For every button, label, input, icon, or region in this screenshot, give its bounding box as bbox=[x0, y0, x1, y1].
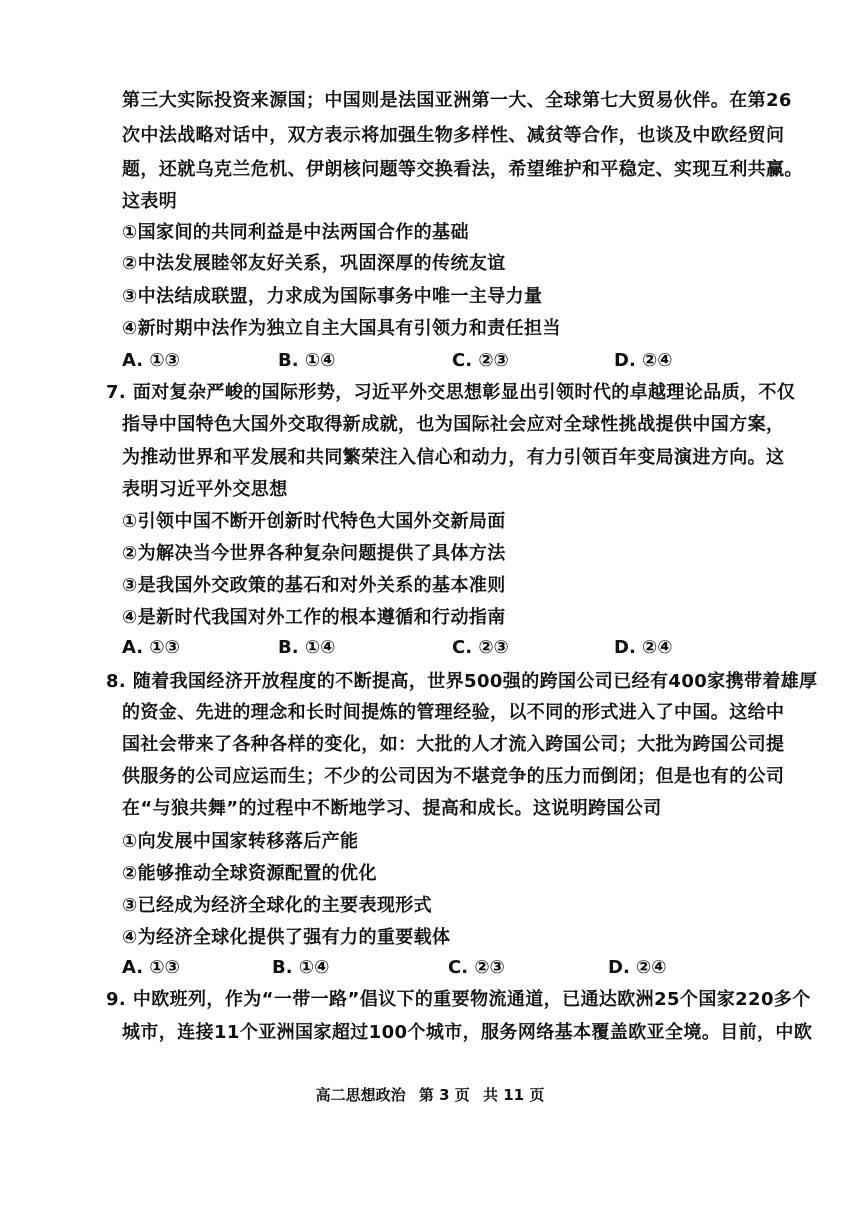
q6-option-b: B. ①④ bbox=[278, 350, 336, 371]
q6-stem-line: 次中法战略对话中，双方表示将加强生物多样性、减贫等合作，也谈及中欧经贸问 bbox=[122, 125, 785, 146]
q9-stem-line: 9. 中欧班列，作为“一带一路”倡议下的重要物流通道，已通达欧洲25个国家220多个 bbox=[106, 989, 811, 1010]
page-footer bbox=[0, 1085, 860, 1105]
q7-statement-2: ②为解决当今世界各种复杂问题提供了具体方法 bbox=[122, 543, 506, 564]
q7-option-b: B. ①④ bbox=[278, 637, 336, 658]
q6-stem-line: 这表明 bbox=[122, 191, 178, 212]
q6-stem-line: 第三大实际投资来源国；中国则是法国亚洲第一大、全球第七大贸易伙伴。在第26 bbox=[122, 90, 792, 111]
q8-statement-2: ②能够推动全球资源配置的优化 bbox=[122, 863, 377, 884]
q8-stem-line: 的资金、先进的理念和长时间提炼的管理经验，以不同的形式进入了中国。这给中 bbox=[122, 702, 785, 723]
q8-stem-line: 8. 随着我国经济开放程度的不断提高，世界500强的跨国公司已经有400家携带着雄厚 bbox=[106, 671, 818, 692]
q8-stem-line: 国社会带来了各种各样的变化，如：大批的人才流入跨国公司；大批为跨国公司提 bbox=[122, 734, 785, 755]
footer-page-number: 第 3 页 bbox=[418, 1086, 470, 1104]
q7-stem-line: 表明习近平外交思想 bbox=[122, 479, 288, 500]
q8-options bbox=[122, 956, 742, 980]
q9-stem-line: 城市，连接11个亚洲国家超过100个城市，服务网络基本覆盖欧亚全境。目前，中欧 bbox=[122, 1022, 813, 1043]
q6-options bbox=[122, 349, 742, 373]
q7-statement-1: ①引领中国不断开创新时代特色大国外交新局面 bbox=[122, 511, 506, 532]
q7-statement-3: ③是我国外交政策的基石和对外关系的基本准则 bbox=[122, 575, 506, 596]
q6-stem-line: 题，还就乌克兰危机、伊朗核问题等交换看法，希望维护和平稳定、实现互利共赢。 bbox=[122, 159, 803, 180]
q6-statement-1: ①国家间的共同利益是中法两国合作的基础 bbox=[122, 222, 469, 243]
q7-option-c: C. ②③ bbox=[452, 637, 509, 658]
q8-option-b: B. ①④ bbox=[272, 957, 330, 978]
q7-stem-line: 7. 面对复杂严峻的国际形势，习近平外交思想彰显出引领时代的卓越理论品质，不仅 bbox=[106, 382, 796, 403]
q7-option-a: A. ①③ bbox=[122, 637, 180, 658]
q6-option-a: A. ①③ bbox=[122, 350, 180, 371]
q6-statement-4: ④新时期中法作为独立自主大国具有引领力和责任担当 bbox=[122, 318, 561, 339]
q7-option-d: D. ②④ bbox=[614, 637, 673, 658]
q8-stem-line: 供服务的公司应运而生；不少的公司因为不堪竞争的压力而倒闭；但是也有的公司 bbox=[122, 766, 785, 787]
q8-option-a: A. ①③ bbox=[122, 957, 180, 978]
q7-stem-line: 为推动世界和平发展和共同繁荣注入信心和动力，有力引领百年变局演进方向。这 bbox=[122, 447, 785, 468]
q8-option-d: D. ②④ bbox=[608, 957, 667, 978]
q8-statement-3: ③已经成为经济全球化的主要表现形式 bbox=[122, 895, 433, 916]
q7-stem-line: 指导中国特色大国外交取得新成就，也为国际社会应对全球性挑战提供中国方案， bbox=[122, 414, 785, 435]
footer-total-pages: 共 11 页 bbox=[483, 1086, 545, 1104]
q6-option-c: C. ②③ bbox=[452, 350, 509, 371]
q8-option-c: C. ②③ bbox=[448, 957, 505, 978]
footer-subject: 高二思想政治 bbox=[315, 1086, 406, 1104]
q8-statement-4: ④为经济全球化提供了强有力的重要载体 bbox=[122, 927, 451, 948]
q8-statement-1: ①向发展中国家转移落后产能 bbox=[122, 831, 359, 852]
q6-option-d: D. ②④ bbox=[614, 350, 673, 371]
q6-statement-2: ②中法发展睦邻友好关系，巩固深厚的传统友谊 bbox=[122, 253, 506, 274]
q7-statement-4: ④是新时代我国对外工作的根本遵循和行动指南 bbox=[122, 607, 506, 628]
q6-statement-3: ③中法结成联盟，力求成为国际事务中唯一主导力量 bbox=[122, 286, 543, 307]
q8-stem-line: 在“与狼共舞”的过程中不断地学习、提高和成长。这说明跨国公司 bbox=[122, 798, 662, 819]
q7-options bbox=[122, 636, 742, 660]
